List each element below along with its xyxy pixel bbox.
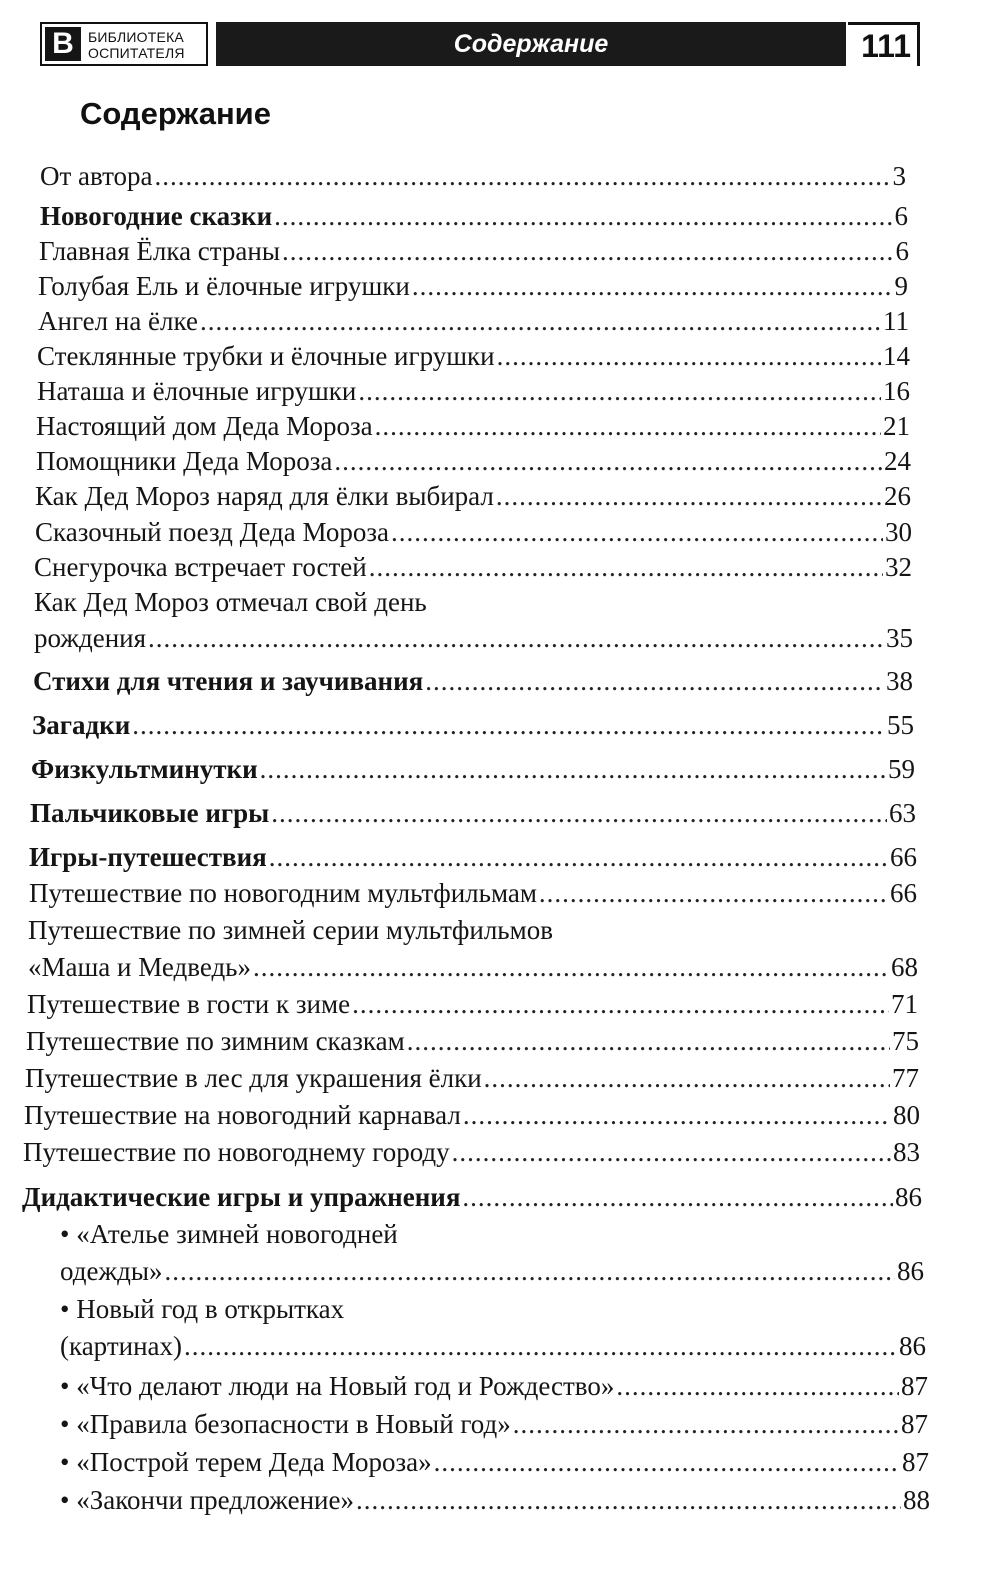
toc-entry-page: 87	[901, 1371, 928, 1401]
toc-entry-page: 88	[903, 1485, 930, 1515]
toc-section-title: Игры-путешествия	[29, 842, 267, 872]
toc-entry	[26, 1023, 919, 1059]
toc-entry-page: 14	[883, 341, 910, 371]
toc-entry	[34, 549, 912, 585]
toc-entry-title-line: • «Ателье зимней новогодней	[60, 1219, 398, 1249]
toc-entry-title: Путешествие на новогодний карнавал	[24, 1100, 461, 1130]
toc-entry-title: Помощники Деда Мороза	[36, 446, 333, 476]
toc-entry-title: Настоящий дом Деда Мороза	[36, 411, 373, 441]
toc-subentry	[60, 1291, 926, 1364]
toc-entry	[28, 912, 918, 985]
dot-leader	[282, 233, 894, 269]
toc-subentry	[60, 1444, 929, 1480]
toc-entry	[38, 268, 908, 304]
dot-leader	[484, 1060, 890, 1096]
dot-leader	[269, 839, 888, 875]
dot-leader	[412, 268, 893, 304]
toc-entry-page: 80	[893, 1100, 920, 1130]
toc-entry-title-line: Как Дед Мороз отмечал свой день	[34, 587, 427, 617]
toc-entry-title: Путешествие по новогодним мультфильмам	[29, 878, 537, 908]
toc-subentry	[60, 1368, 928, 1404]
toc-entry-page: 24	[884, 446, 911, 476]
toc-section-title: Физкультминутки	[31, 754, 258, 784]
toc-entry-title: рождения	[34, 623, 147, 653]
toc-entry	[40, 158, 906, 194]
toc-section	[22, 1179, 922, 1215]
dot-leader	[425, 663, 884, 699]
toc-entry-page: 66	[890, 878, 917, 908]
dot-leader	[391, 514, 883, 550]
toc-entry-title: Как Дед Мороз наряд для ёлки выбирал	[35, 481, 494, 511]
toc-entry	[37, 338, 910, 374]
toc-entry-page: 71	[891, 989, 918, 1019]
toc-entry-page: 6	[895, 236, 909, 266]
toc-heading: Содержание	[80, 96, 271, 131]
dot-leader	[260, 751, 886, 787]
toc-entry	[23, 1134, 920, 1170]
dot-leader	[358, 373, 881, 409]
toc-entry-title: От автора	[40, 161, 153, 191]
dot-leader	[334, 443, 882, 479]
toc-entry-title: Путешествие по новогоднему городу	[23, 1137, 450, 1167]
dot-leader	[253, 949, 889, 985]
dot-leader	[356, 1482, 901, 1518]
toc-entry-page: 86	[897, 1256, 924, 1286]
toc-entry-title: Путешествие по зимним сказкам	[26, 1026, 405, 1056]
toc-entry-page: 21	[883, 411, 910, 441]
toc-section-title: Новогодние сказки	[40, 201, 273, 231]
toc-entry-page: 87	[901, 1409, 928, 1439]
toc-entry-page: 55	[887, 710, 914, 740]
toc-subentry	[60, 1482, 930, 1518]
toc-subentry	[60, 1216, 924, 1289]
toc-entry	[38, 303, 909, 339]
toc-section	[32, 707, 914, 743]
toc-entry-page: 66	[890, 842, 917, 872]
dot-leader	[497, 338, 881, 374]
toc-entry-page: 68	[891, 952, 918, 982]
toc-entry	[35, 478, 911, 514]
dot-leader	[274, 198, 892, 234]
dot-leader	[513, 1406, 899, 1442]
toc-entry-title: Путешествие в гости к зиме	[27, 989, 351, 1019]
toc-entry-page: 26	[884, 481, 911, 511]
toc-entry-title: одежды»	[60, 1256, 163, 1286]
toc-entry-title: Стеклянные трубки и ёлочные игрушки	[37, 341, 495, 371]
toc-entry-title: Сказочный поезд Деда Мороза	[35, 517, 389, 547]
toc-entry-title: • «Закончи предложение»	[60, 1485, 354, 1515]
toc-entry-page: 11	[883, 306, 909, 336]
dot-leader	[496, 478, 882, 514]
toc-entry-page: 16	[883, 376, 910, 406]
dot-leader	[539, 875, 888, 911]
dot-leader	[462, 1179, 893, 1215]
toc-section	[33, 663, 913, 699]
toc-entry-page: 38	[886, 666, 913, 696]
header-title: Содержание	[216, 22, 846, 66]
dot-leader	[148, 620, 884, 656]
toc-entry	[37, 373, 910, 409]
toc-entry-page: 6	[894, 201, 908, 231]
toc-entry-page: 30	[885, 517, 912, 547]
toc-section	[30, 795, 916, 831]
dot-leader	[184, 1328, 897, 1364]
toc-section	[29, 839, 917, 875]
toc-section	[40, 198, 908, 234]
toc-entry-title: Путешествие в лес для украшения ёлки	[25, 1063, 482, 1093]
toc-entry-page: 3	[892, 161, 906, 191]
dot-leader	[434, 1444, 900, 1480]
dot-leader	[375, 408, 881, 444]
toc-section-title: Дидактические игры и упражнения	[22, 1182, 461, 1212]
toc-entry-page: 83	[893, 1137, 920, 1167]
toc-entry-page: 9	[894, 271, 908, 301]
page-number: 111	[848, 22, 920, 66]
toc-entry	[34, 584, 913, 656]
toc-entry-page: 86	[899, 1331, 926, 1361]
toc-entry-page: 59	[888, 754, 915, 784]
toc-entry-title: • «Правила безопасности в Новый год»	[60, 1409, 511, 1439]
toc-section-title: Пальчиковые игры	[30, 798, 270, 828]
toc-entry	[27, 986, 918, 1022]
toc-entry-page: 77	[892, 1063, 919, 1093]
toc-entry-page: 86	[895, 1182, 922, 1212]
toc-entry-title: (картинах)	[60, 1331, 183, 1361]
toc-entry	[39, 233, 909, 269]
toc-section-title: Стихи для чтения и заучивания	[33, 666, 424, 696]
toc-entry	[35, 514, 912, 550]
toc-entry-title: Главная Ёлка страны	[39, 236, 280, 266]
toc-entry-title: • «Что делают люди на Новый год и Рождество»	[60, 1371, 615, 1401]
toc-entry-page: 75	[892, 1026, 919, 1056]
dot-leader	[271, 795, 887, 831]
toc-subentry	[60, 1406, 928, 1442]
dot-leader	[452, 1134, 891, 1170]
dot-leader	[132, 707, 885, 743]
toc-entry-page: 32	[885, 552, 912, 582]
toc-entry	[25, 1060, 919, 1096]
toc-entry-title: Снегурочка встречает гостей	[34, 552, 367, 582]
dot-leader	[463, 1097, 891, 1133]
logo-line-2: ОСПИТАТЕЛЯ	[88, 45, 185, 61]
toc-entry-title: Голубая Ель и ёлочные игрушки	[38, 271, 410, 301]
toc-entry-title: Ангел на ёлке	[38, 306, 198, 336]
dot-leader	[352, 986, 889, 1022]
toc-entry-page: 63	[889, 798, 916, 828]
toc-entry	[24, 1097, 920, 1133]
logo-line-1: БИБЛИОТЕКА	[88, 29, 184, 45]
toc-entry	[36, 408, 910, 444]
toc-entry-title-line: • Новый год в открытках	[60, 1294, 345, 1324]
toc-entry	[29, 875, 917, 911]
toc-entry-page: 87	[902, 1447, 929, 1477]
dot-leader	[407, 1023, 890, 1059]
dot-leader	[369, 549, 883, 585]
dot-leader	[616, 1368, 899, 1404]
toc-section	[31, 751, 915, 787]
toc-entry	[36, 443, 911, 479]
toc-entry-title-line: Путешествие по зимней серии мультфильмов	[28, 915, 553, 945]
dot-leader	[164, 1253, 895, 1289]
toc-section-title: Загадки	[32, 710, 131, 740]
toc-entry-title: Наташа и ёлочные игрушки	[37, 376, 357, 406]
logo-letter: В	[45, 27, 81, 61]
toc-entry-page: 35	[886, 623, 913, 653]
toc-entry-title: «Маша и Медведь»	[28, 952, 252, 982]
toc-entry-title: • «Построй терем Деда Мороза»	[60, 1447, 432, 1477]
dot-leader	[155, 158, 891, 194]
dot-leader	[200, 303, 881, 339]
